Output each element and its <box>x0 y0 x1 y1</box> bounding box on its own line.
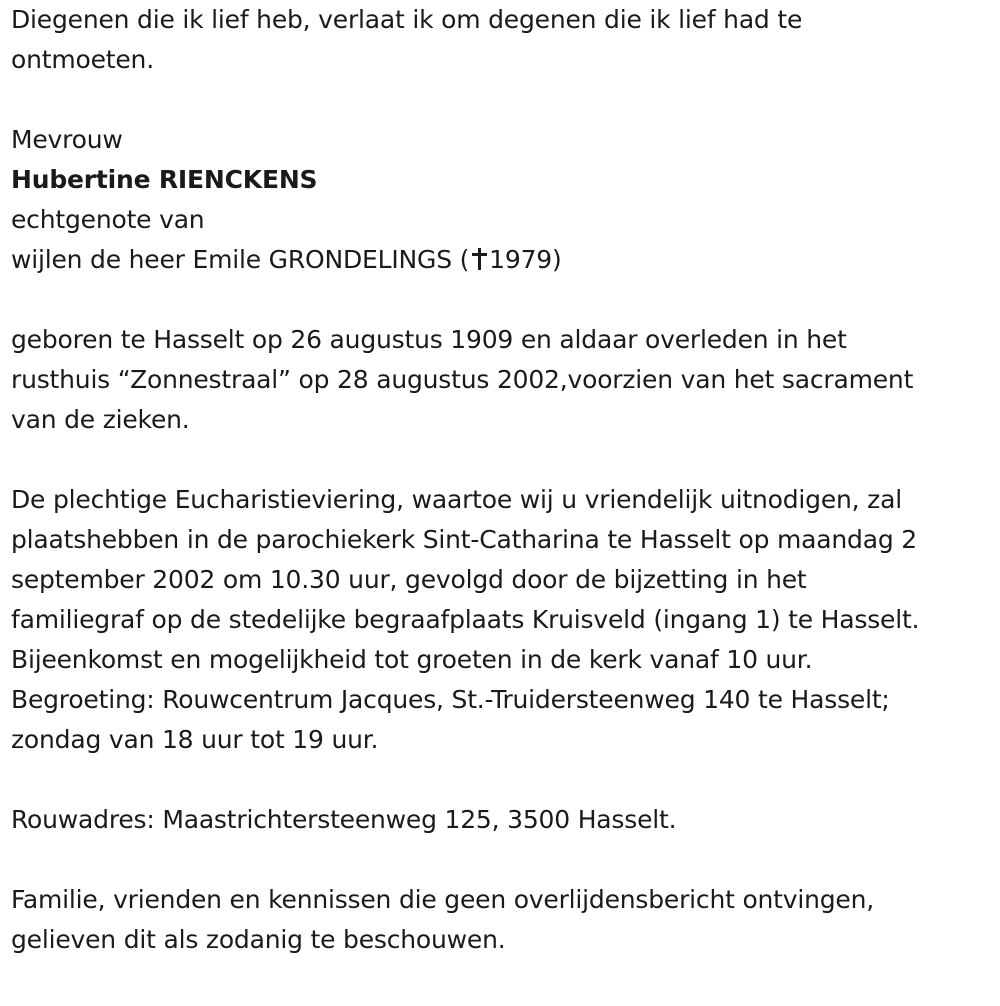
spacer <box>11 280 996 320</box>
ceremony-line-2: plaatshebben in de parochiekerk Sint-Catharina te Hasselt op maandag 2 <box>11 525 917 554</box>
spacer <box>11 80 996 120</box>
birth-death-line-3: van de zieken. <box>11 405 190 434</box>
cross-icon <box>471 248 487 270</box>
motto-line-1: Diegenen die ik lief heb, verlaat ik om degenen die ik lief had te <box>11 5 803 34</box>
spacer <box>11 840 996 880</box>
mourning-address: Rouwadres: Maastrichtersteenweg 125, 3500 Hasselt. <box>11 805 677 834</box>
deceased-name: Hubertine RIENCKENS <box>11 165 318 194</box>
address-paragraph <box>11 800 996 840</box>
birth-death-line-2: rusthuis “Zonnestraal” op 28 augustus 2002,voorzien van het sacrament <box>11 365 914 394</box>
ceremony-line-6: Begroeting: Rouwcentrum Jacques, St.-Truidersteenweg 140 te Hasselt; <box>11 685 890 714</box>
ceremony-line-7: zondag van 18 uur tot 19 uur. <box>11 725 379 754</box>
ceremony-line-4: familiegraf op de stedelijke begraafplaats Kruisveld (ingang 1) te Hasselt. <box>11 605 920 634</box>
closing-line-1: Familie, vrienden en kennissen die geen overlijdensbericht ontvingen, <box>11 885 875 914</box>
death-notice <box>11 0 996 960</box>
ceremony-line-1: De plechtige Eucharistieviering, waartoe wij u vriendelijk uitnodigen, zal <box>11 485 902 514</box>
ceremony-line-5: Bijeenkomst en mogelijkheid tot groeten in de kerk vanaf 10 uur. <box>11 645 813 674</box>
spacer <box>11 760 996 800</box>
spouse-prefix: wijlen de heer Emile GRONDELINGS ( <box>11 245 470 274</box>
ceremony-paragraph <box>11 480 996 760</box>
motto-line-2: ontmoeten. <box>11 45 154 74</box>
birth-death-paragraph <box>11 320 996 440</box>
closing-paragraph <box>11 880 996 960</box>
motto-paragraph <box>11 0 996 80</box>
closing-line-2: gelieven dit als zodanig te beschouwen. <box>11 925 506 954</box>
spouse-line <box>11 240 996 280</box>
relation-text: echtgenote van <box>11 205 205 234</box>
spacer <box>11 440 996 480</box>
spouse-death-year: 1979) <box>489 245 562 274</box>
ceremony-line-3: september 2002 om 10.30 uur, gevolgd door de bijzetting in het <box>11 565 807 594</box>
birth-death-line-1: geboren te Hasselt op 26 augustus 1909 en aldaar overleden in het <box>11 325 847 354</box>
honorific-title: Mevrouw <box>11 125 123 154</box>
deceased-block <box>11 120 996 280</box>
